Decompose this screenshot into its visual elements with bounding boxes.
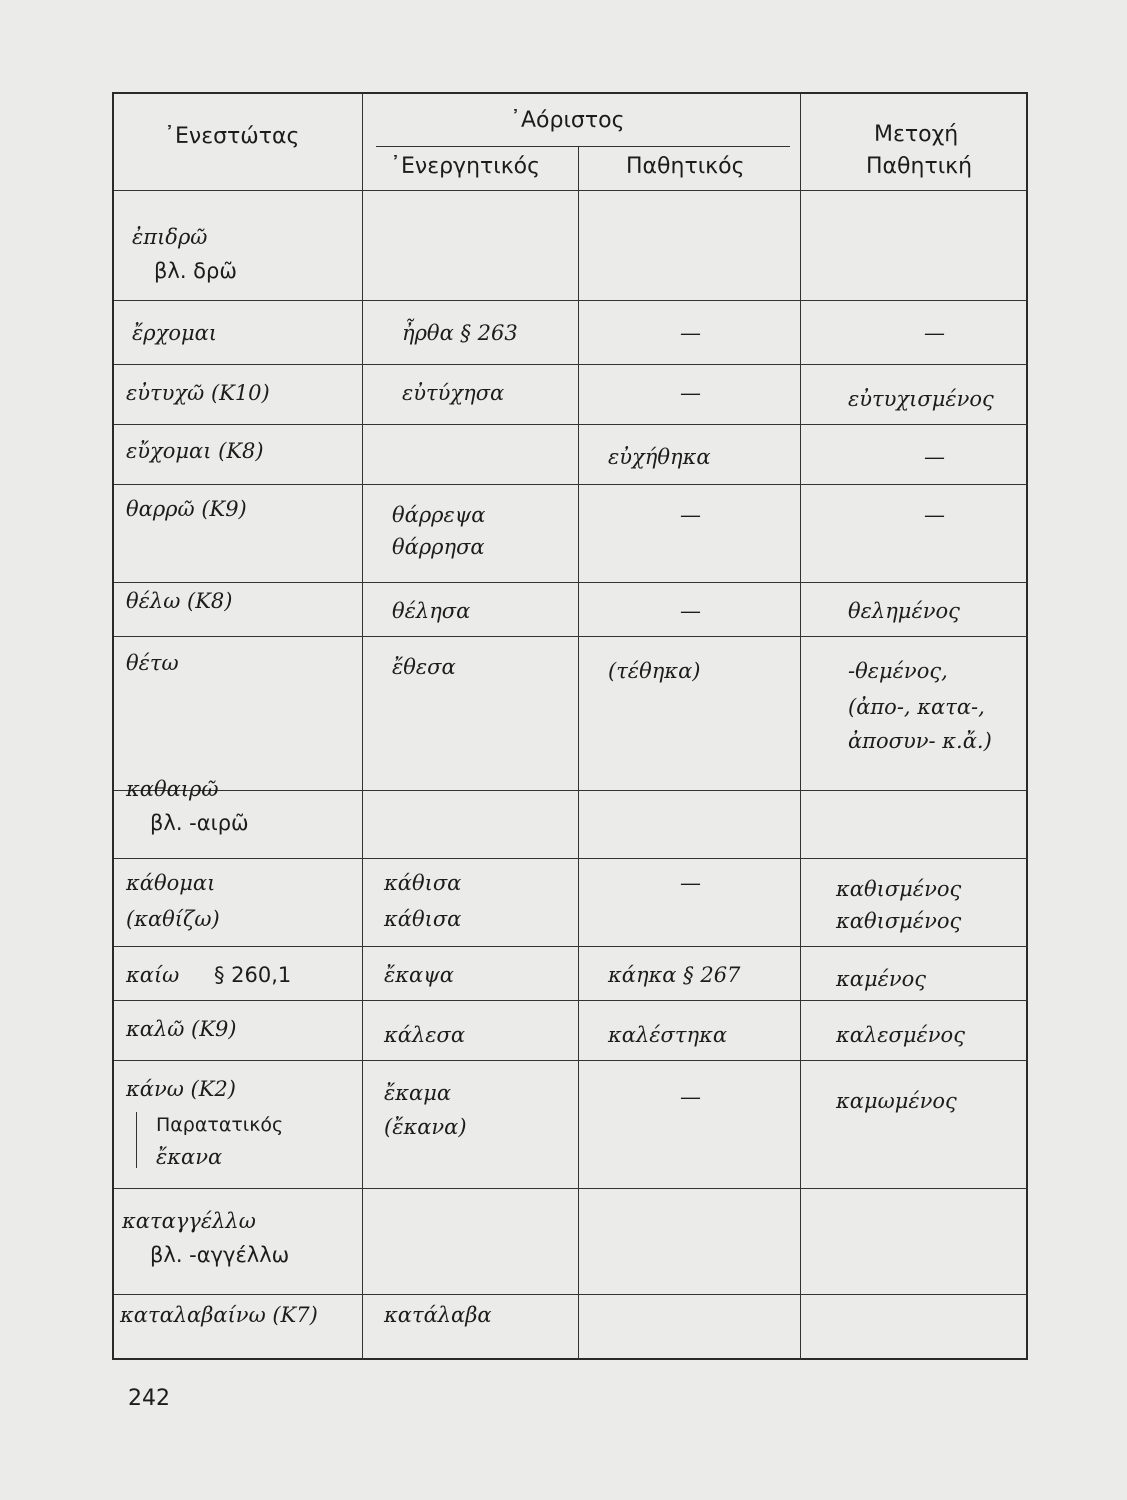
page-number: 242	[128, 1386, 170, 1411]
table-row-present: εὔχομαι (K8)	[126, 439, 264, 463]
header-present: ᾿Ενεστώτας	[164, 124, 300, 149]
table-row-participle-3: ἀποσυν- κ.ἄ.)	[848, 729, 992, 753]
header-passive: Παθητικός	[626, 154, 745, 179]
table-row-active-2: θάρρησα	[392, 535, 485, 559]
table-row-passive: καλέστηκα	[608, 1023, 728, 1047]
table-row-present: θέλω (K8)	[126, 589, 233, 613]
table-row-present-section: § 260,1	[214, 963, 292, 987]
table-row-participle: καμωμένος	[836, 1089, 957, 1113]
header-aorist: ᾿Αόριστος	[510, 108, 625, 133]
table-row-present-note-title: Παρατατικός	[156, 1114, 284, 1136]
table-row-present: θαρρῶ (K9)	[126, 497, 247, 521]
table-row-present-note: βλ. δρῶ	[154, 259, 237, 283]
table-row-present: καταγγέλλω	[122, 1209, 256, 1233]
table-row-present: εὐτυχῶ (K10)	[126, 381, 270, 405]
table-row-active: ἔκαμα	[384, 1081, 452, 1105]
table-row-present-note: βλ. -αιρῶ	[150, 811, 249, 835]
note-bar	[136, 1112, 137, 1168]
header-participle-1: Μετοχή	[874, 122, 959, 147]
table-row-passive: (τέθηκα)	[608, 659, 701, 683]
table-row-active: θέλησα	[392, 599, 471, 623]
table-row-active: εὐτύχησα	[402, 381, 505, 405]
table-row-passive: —	[680, 599, 701, 623]
table-row-participle: εὐτυχισμένος	[848, 387, 994, 411]
table-row-active: ἔκαψα	[384, 963, 454, 987]
table-row-passive: κάηκα § 267	[608, 963, 741, 987]
table-row-present-2: (καθίζω)	[126, 907, 220, 931]
table-row-present: θέτω	[126, 651, 179, 675]
table-row-present: ἔρχομαι	[132, 321, 218, 345]
table-row-participle: —	[924, 445, 945, 469]
table-row-present-note: βλ. -αγγέλλω	[150, 1243, 290, 1267]
table-row-present: καταλαβαίνω (K7)	[120, 1303, 318, 1327]
table-row-passive: —	[680, 321, 701, 345]
table-row-present: ἐπιδρῶ	[132, 225, 208, 249]
table-row-participle-2: καθισμένος	[836, 909, 962, 933]
table-row-active: ἦρθα § 263	[402, 321, 518, 345]
table-row-participle: -θεμένος,	[848, 659, 948, 683]
table-row-present: καίω	[126, 963, 180, 987]
table-row-present: καθαιρῶ	[126, 777, 219, 801]
table-row-present: καλῶ (K9)	[126, 1017, 237, 1041]
table-row-present: κάνω (K2)	[126, 1077, 236, 1101]
table-row-passive: —	[680, 503, 701, 527]
table-row-participle: καθισμένος	[836, 877, 962, 901]
table-row-participle: θελημένος	[848, 599, 960, 623]
header-participle-2: Παθητική	[866, 154, 973, 179]
table-row-passive: εὐχήθηκα	[608, 445, 711, 469]
table-row-active-2: (ἔκανα)	[384, 1115, 467, 1139]
table-row-active-2: κάθισα	[384, 907, 462, 931]
table-row-participle-2: (ἀπο-, κατα-,	[848, 695, 985, 719]
table-row-passive: —	[680, 1085, 701, 1109]
table-row-passive: —	[680, 381, 701, 405]
header-active: ᾿Ενεργητικός	[390, 154, 541, 179]
table-row-present: κάθομαι	[126, 871, 216, 895]
verb-table	[112, 92, 1028, 1360]
table-row-active: θάρρεψα	[392, 503, 486, 527]
table-row-participle: καλεσμένος	[836, 1023, 965, 1047]
table-row-participle: καμένος	[836, 967, 927, 991]
table-row-active: κατάλαβα	[384, 1303, 492, 1327]
table-row-present-note-value: ἔκανα	[156, 1145, 223, 1169]
table-row-active: κάθισα	[384, 871, 462, 895]
table-row-passive: —	[680, 871, 701, 895]
table-row-active: ἔθεσα	[392, 655, 456, 679]
table-row-participle: —	[924, 503, 945, 527]
table-row-participle: —	[924, 321, 945, 345]
table-row-active: κάλεσα	[384, 1023, 466, 1047]
